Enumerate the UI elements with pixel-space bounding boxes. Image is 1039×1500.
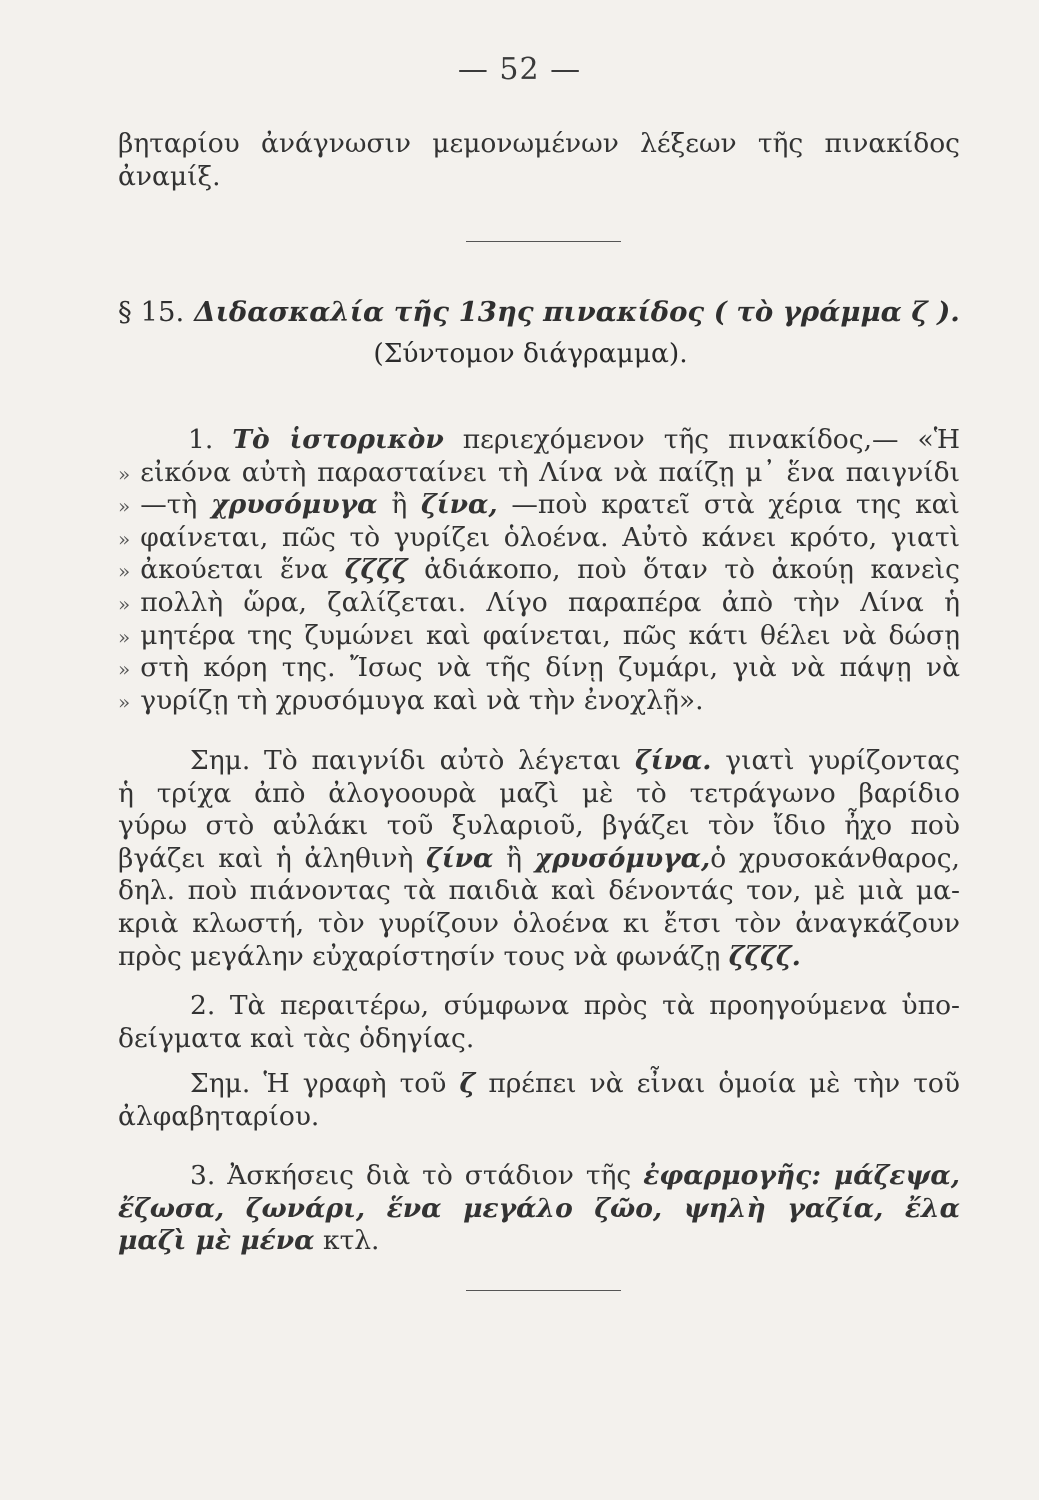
note-1-line-7 [118, 941, 960, 974]
intro-line-1: βηταρίου ἀνάγνωσιν μεμονωμένων λέξεων τῆς πινακίδος [118, 128, 960, 159]
note-2-term-zeta: ζ [459, 1068, 476, 1099]
note-2-line-2: ἀλφαβηταρίου. [118, 1100, 320, 1132]
item-3-line-1-a: 3. Ἀσκήσεις διὰ τὸ στάδιον τῆς [190, 1160, 632, 1191]
item-3-line-3-a: μαζὶ μὲ μένα [118, 1225, 315, 1257]
item-1-line-7-text: μητέρα της ζυμώνει καὶ φαίνεται, πῶς κάτι θέλει νὰ δώσῃ [140, 619, 960, 651]
section-heading [118, 296, 960, 328]
item-1-line-3-e: —ποὺ κρατεῖ στὰ χέρια της καὶ [511, 489, 960, 521]
quote-mark: » [118, 689, 131, 714]
item-3-line-2-text: ἔζωσα, ζωνάρι, ἕνα μεγάλο ζῶο, ψηλὴ γαζία, ἔλα [118, 1192, 960, 1224]
section-mark: § 15. [118, 296, 185, 328]
item-3-line-3-b: κτλ. [323, 1225, 380, 1257]
note-2-line-1-c: πρέπει νὰ εἶναι ὁμοία μὲ τὴν τοῦ [488, 1068, 960, 1099]
item-1-line-1-rest: περιεχόμενον τῆς πινακίδος,— «Ἡ [462, 424, 961, 455]
item-1-line-3-c: ἢ [391, 489, 408, 521]
quote-mark: » [118, 559, 131, 584]
item-1-line-8 [118, 652, 960, 685]
item-3-line-1-b: ἐφαρμογῆς: μάζεψα, [643, 1160, 960, 1191]
note-1-line-3: γύρω στὸ αὐλάκι τοῦ ξυλαριοῦ, βγάζει τὸν ἴδιο ἦχο ποὺ [118, 810, 960, 842]
item-1-line-1 [118, 424, 960, 457]
item-3-line-1 [118, 1160, 960, 1193]
quote-mark: » [118, 461, 131, 486]
quote-mark: » [118, 624, 131, 649]
section-subheading: (Σύντομον διάγραμμα). [373, 338, 688, 369]
item-1-line-5 [118, 554, 960, 587]
item-1-line-9 [118, 685, 960, 718]
item-1-line-4-text: φαίνεται, πῶς τὸ γυρίζει ὁλοένα. Αὐτὸ κάνει κρότο, γιατὶ [140, 521, 960, 553]
note-1-term-chrysomyga: χρυσόμυγα, [534, 842, 711, 874]
note-2-line-1-a: Σημ. Ἡ γραφὴ τοῦ [190, 1068, 447, 1099]
note-1-line-1-a: Σημ. Τὸ παιγνίδι αὐτὸ λέγεται [190, 745, 622, 776]
note-1-term-zzzz: ζζζζ. [728, 940, 801, 972]
divider-rule-top [466, 241, 621, 242]
quote-mark: » [118, 494, 131, 519]
item-1-line-7 [118, 620, 960, 653]
intro-paragraph [118, 128, 960, 193]
note-1-line-7-a: πρὸς μεγάλην εὐχαρίστησίν τους νὰ φωνάζῃ [118, 940, 721, 972]
note-1-term-zina-2: ζίνα [426, 842, 494, 874]
note-1-line-4-a: βγάζει καὶ ἡ ἀληθινὴ [118, 842, 414, 874]
item-1-line-3 [118, 489, 960, 522]
quote-mark: » [118, 526, 131, 551]
item-1-line-3-a: —τὴ [140, 489, 198, 521]
item-1-line-5-a: ἀκούεται ἕνα [140, 554, 329, 586]
item-3-paragraph [118, 1160, 960, 1258]
item-3-line-2 [118, 1193, 960, 1226]
divider-rule-bottom [466, 1290, 621, 1291]
item-1-line-8-text: στὴ κόρη της. Ἴσως νὰ τῆς δίνῃ ζυμάρι, γιὰ νὰ πάψῃ νὰ [140, 652, 960, 684]
intro-line-2: ἀναμίξ. [118, 160, 221, 192]
note-1-line-4 [118, 843, 960, 876]
note-2-paragraph [118, 1068, 960, 1133]
item-1-line-2 [118, 457, 960, 490]
item-1-line-4 [118, 522, 960, 555]
note-1-line-5: δηλ. ποὺ πιάνοντας τὰ παιδιὰ καὶ δένοντάς τον, μὲ μιὰ μα- [118, 875, 960, 907]
item-1-line-5-c: ἀδιάκοπο, ποὺ ὅταν τὸ ἀκούῃ κανεὶς [424, 554, 960, 586]
section-title: Διδασκαλία τῆς 13ης πινακίδος ( τὸ γράμμα ζ ). [194, 296, 960, 328]
item-1-line-9-text: γυρίζῃ τὴ χρυσόμυγα καὶ νὰ τὴν ἐνοχλῇ». [140, 684, 704, 716]
note-1-line-4-c: ἢ [506, 842, 522, 874]
item-2-line-2: δείγματα καὶ τὰς ὁδηγίας. [118, 1022, 475, 1054]
quote-mark: » [118, 591, 131, 616]
item-3-line-3 [118, 1225, 960, 1258]
note-2-line-1 [118, 1068, 960, 1101]
item-1-paragraph [118, 424, 960, 717]
item-1-title: Τὸ ἱστορικὸν [232, 424, 444, 455]
item-1-term-zina: ζίνα, [421, 489, 498, 521]
item-1-line-6 [118, 587, 960, 620]
note-1-line-1-c: γιατὶ γυρίζοντας [725, 745, 960, 776]
item-1-number: 1. [188, 424, 214, 455]
item-1-line-2-text: εἰκόνα αὐτὴ παρασταίνει τὴ Λίνα νὰ παίζῃ μ᾿ ἕνα παιγνίδι [140, 456, 960, 488]
note-1-line-2: ἡ τρίχα ἀπὸ ἀλογοουρὰ μαζὶ μὲ τὸ τετράγωνο βαρίδιο [118, 777, 960, 809]
item-2-line-1: 2. Τὰ περαιτέρω, σύμφωνα πρὸς τὰ προηγούμενα ὑπο- [190, 990, 960, 1021]
note-1-line-6: κριὰ κλωστή, τὸν γυρίζουν ὁλοένα κι ἔτσι τὸν ἀναγκάζουν [118, 907, 960, 939]
item-1-term-zzzz: ζζζζ [344, 554, 408, 586]
note-1-paragraph [118, 745, 960, 973]
page-number: — 52 — [457, 52, 582, 87]
item-1-term-chrysomyga: χρυσόμυγα [211, 489, 378, 521]
note-1-line-4-e: ὁ χρυσοκάνθαρος, [710, 842, 960, 874]
quote-mark: » [118, 657, 131, 682]
note-1-line-1 [118, 745, 960, 778]
item-2-paragraph [118, 990, 960, 1055]
note-1-term-zina: ζίνα. [634, 745, 712, 776]
item-1-line-6-text: πολλὴ ὥρα, ζαλίζεται. Λίγο παραπέρα ἀπὸ τὴν Λίνα ἡ [140, 586, 960, 618]
